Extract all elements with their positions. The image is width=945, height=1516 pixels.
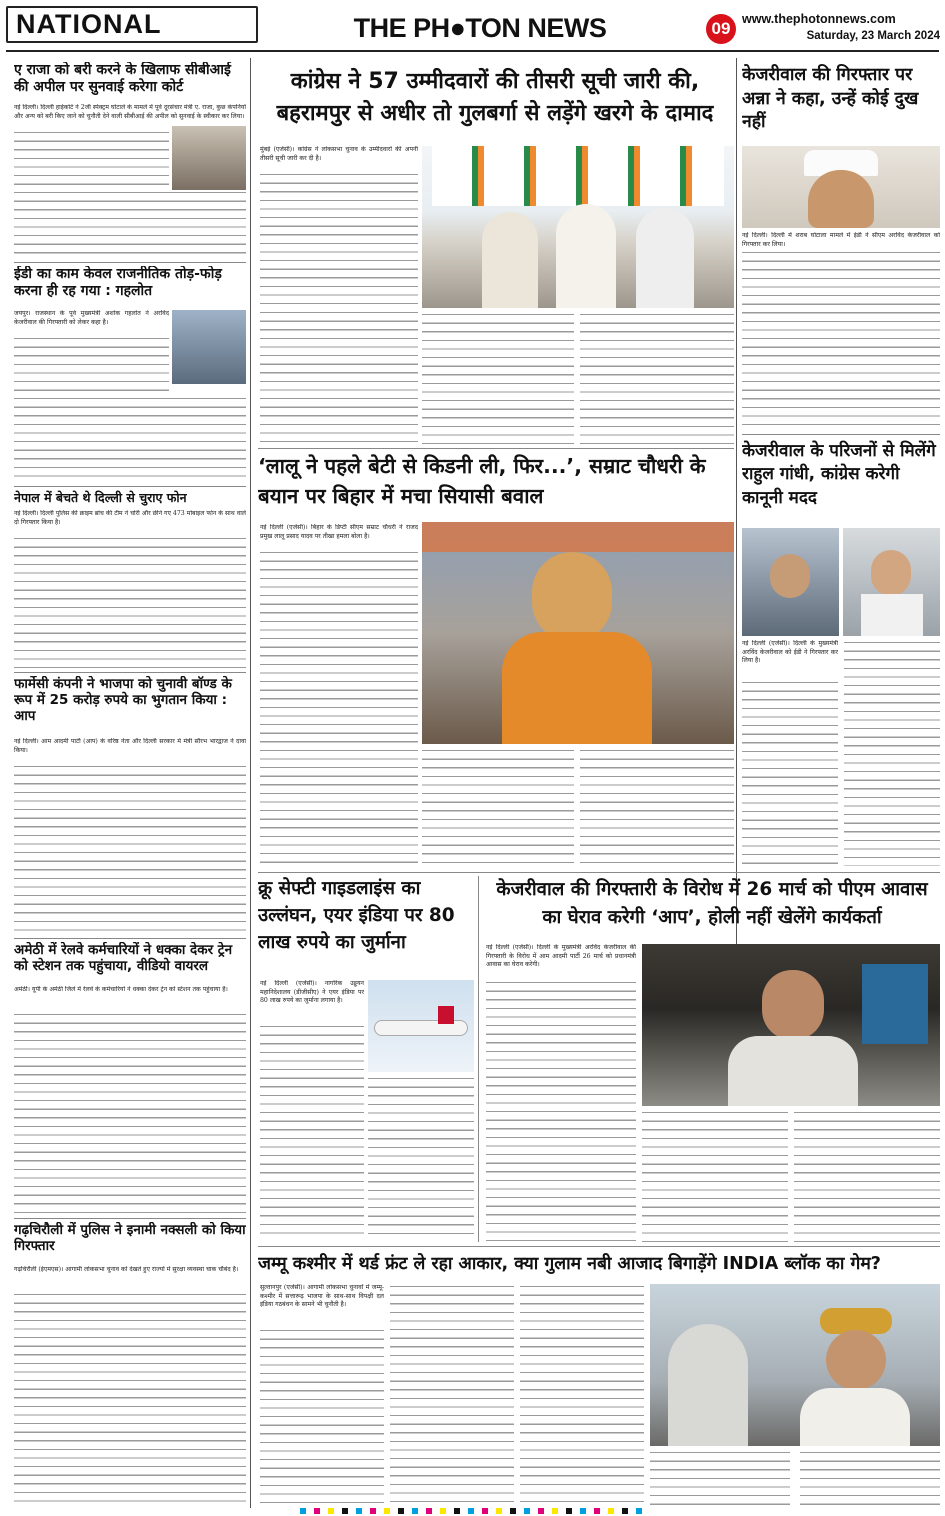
section-label — [6, 6, 258, 43]
photo-a-raja — [172, 126, 246, 190]
headline-a-raja: ए राजा को बरी करने के खिलाफ सीबीआई की अपील पर सुनवाई करेगा कोर्ट — [14, 62, 231, 95]
body-congress-col3 — [580, 312, 734, 444]
body-samrat-col3 — [580, 748, 734, 866]
section-title: NATIONAL — [16, 9, 162, 39]
body-airindia-col2 — [368, 1076, 474, 1240]
body-gadchiroli-lead: गढ़चिरौली (ईएमएस)। आगामी लोकसभा चुनाव को देखते हुए राज्यों में सुरक्षा व्यवस्था चाक चौबंद है। — [14, 1266, 239, 1273]
headline-rahul-kejriwal-family: केजरीवाल के परिजनों से मिलेंगे राहुल गांधी, कांग्रेस करेगी कानूनी मदद — [742, 441, 936, 508]
headline-samrat-lalu: ‘लालू ने पहले बेटी से किडनी ली, फिर...’, सम्राट चौधरी के बयान पर बिहार में मचा सियासी बवाल — [258, 454, 706, 508]
divider — [14, 672, 246, 673]
photo-kejriwal — [742, 528, 839, 636]
photo-air-india-plane — [368, 980, 474, 1072]
photo-congress-leaders — [422, 146, 734, 308]
body-gehlot — [14, 336, 169, 396]
body-congress-col1 — [260, 172, 418, 306]
body-aap-lead: नई दिल्ली (एजेंसी)। दिल्ली के मुख्यमंत्री अरविंद केजरीवाल की गिरफ्तारी के विरोध में आम आदमी पार्टी 26 मार्च को प्रधानमंत्री आवास का घेराव करेगी। — [486, 944, 636, 969]
headline-amethi-train: अमेठी में रेलवे कर्मचारियों ने धक्का देकर ट्रेन को स्टेशन तक पहुंचाया, वीडियो वायरल — [14, 942, 233, 975]
divider — [14, 1218, 246, 1219]
body-congress-col1b — [260, 310, 418, 444]
body-nepal-lead: नई दिल्ली। दिल्ली पुलिस की क्राइम ब्रांच की टीम ने चोरी और छीने गए 473 मोबाइल फोन के साथ वाले दो गिरफ्तार किया है। — [14, 510, 246, 526]
body-gehlot-lead: जयपुर। राजस्थान के पूर्व मुख्यमंत्री अशोक गहलोत ने अरविंद केजरीवाल की गिरफ्तारी को लेकर कहा है। — [14, 310, 169, 326]
body-amethi — [14, 1012, 246, 1214]
body-rahul-lead: नई दिल्ली (एजेंसी)। दिल्ली के मुख्यमंत्री अरविंद केजरीवाल को ईडी ने गिरफ्तार कर लिया है। — [742, 640, 838, 665]
body-pharma — [14, 764, 246, 934]
divider — [14, 262, 246, 263]
photo-gehlot — [172, 310, 246, 384]
body-rahul-col1 — [742, 680, 838, 866]
body-airindia-lead: नई दिल्ली (एजेंसी)। नागरिक उड्डयन महानिदेशालय (डीजीसीए) ने एयर इंडिया पर 80 लाख रुपये का जुर्माना लगाया है। — [260, 980, 364, 1005]
divider — [258, 872, 940, 873]
page-number: 09 — [711, 19, 731, 38]
divider — [14, 486, 246, 487]
photo-samrat-choudhary — [422, 522, 734, 744]
body-anna — [742, 250, 940, 428]
body-a-raja-cont — [14, 190, 246, 258]
photo-ghulam-nabi-azad — [650, 1284, 940, 1446]
body-congress-lead: मुंबई (एजेंसी)। कांग्रेस ने लोकसभा चुनाव के उम्मीदवारों की अपनी तीसरी सूची जारी कर दी है। — [260, 146, 418, 162]
body-jk-col4 — [650, 1450, 790, 1506]
print-color-bar — [300, 1508, 645, 1514]
headline-aap-protest: केजरीवाल की गिरफ्तारी के विरोध में 26 मार्च को पीएम आवास का घेराव करेगी ‘आप’, होली नहीं खेलेंगे कार्यकर्ता — [496, 879, 928, 928]
body-jk-col5 — [800, 1450, 940, 1506]
body-airindia-col1 — [260, 1024, 364, 1240]
headline-gehlot: ईडी का काम केवल राजनीतिक तोड़-फोड़ करना ही रह गया : गहलोत — [14, 266, 222, 299]
headline-jk-third-front: जम्मू कश्मीर में थर्ड फ्रंट ले रहा आकार, क्या गुलाम नबी आजाद बिगाड़ेंगे INDIA ब्लॉक का गेम? — [258, 1254, 881, 1274]
body-aap-col1 — [486, 980, 636, 1242]
body-rahul-col2 — [844, 640, 940, 866]
headline-pharma-bond: फार्मेसी कंपनी ने भाजपा को चुनावी बॉण्ड के रूप में 25 करोड़ रुपये का भुगतान किया : आप — [14, 676, 232, 725]
body-samrat-col2 — [422, 748, 574, 866]
photo-anna-hazare — [742, 146, 940, 228]
photo-gopal-rai — [642, 944, 940, 1106]
divider — [742, 434, 940, 435]
body-congress-col2 — [422, 312, 574, 444]
body-jk-lead: सुल्तानपुर (एजेंसी)। आगामी लोकसभा चुनावों में जम्मू-कश्मीर में सत्तारूढ़ भाजपा के साथ-साथ विपक्षी दल इंडिया गठबंधन के सामने भी चुनौती है। — [260, 1284, 384, 1309]
body-samrat-lead: नई दिल्ली (एजेंसी)। बिहार के डिप्टी सीएम सम्राट चौधरी ने राजद प्रमुख लालू प्रसाद यादव पर तीखा हमला बोला है। — [260, 524, 418, 540]
body-jk-col3 — [520, 1284, 644, 1506]
body-jk-col1 — [260, 1328, 384, 1506]
issue-date: Saturday, 23 March 2024 — [806, 30, 940, 42]
body-jk-col2 — [390, 1284, 514, 1506]
page-number-badge — [706, 14, 736, 44]
headline-gadchiroli: गढ़चिरौली में पुलिस ने इनामी नक्सली को किया गिरफ्तार — [14, 1222, 246, 1255]
column-divider-left — [250, 58, 251, 1508]
body-pharma-lead: नई दिल्ली। आम आदमी पार्टी (आप) के वरिष्ठ नेता और दिल्ली सरकार में मंत्री सौरभ भारद्वाज ने दावा किया। — [14, 738, 246, 754]
website-link[interactable]: www.thephotonnews.com — [742, 12, 896, 26]
body-samrat-col1 — [260, 550, 418, 866]
body-amethi-lead: अमेठी। यूपी के अमेठी जिले में रेलवे के कर्मचारियों ने धक्का देकर ट्रेन को स्टेशन तक पहुंचाया है। — [14, 986, 228, 993]
headline-nepal-phones: नेपाल में बेचते थे दिल्ली से चुराए फोन — [14, 490, 187, 505]
body-gadchiroli — [14, 1292, 246, 1504]
body-aap-col3 — [794, 1110, 940, 1242]
body-anna-lead: नई दिल्ली। दिल्ली में शराब घोटाला मामले में ईडी ने सीएम अरविंद केजरीवाल को गिरफ्तार कर लिया। — [742, 232, 940, 248]
headline-anna-hazare: केजरीवाल की गिरफ्तार पर अन्ना ने कहा, उन्हें कोई दुख नहीं — [742, 65, 919, 133]
body-nepal — [14, 536, 246, 668]
body-a-raja-lead: नई दिल्ली। दिल्ली हाईकोर्ट ने 2जी स्पेक्ट्रम घोटाले के मामले में पूर्व दूरसंचार मंत्री ए. राजा, कुछ कंपनियों और अन्य को बरी किए जाने को चुनौती देने वाली सीबीआई की अपील को सुनवाई के स्वीकार कर लिया। — [14, 104, 246, 120]
divider — [258, 1246, 940, 1247]
body-gehlot-cont — [14, 396, 246, 482]
headline-air-india-fine: क्रू सेफ्टी गाइडलाइंस का उल्लंघन, एयर इंडिया पर 80 लाख रुपये का जुर्माना — [258, 878, 455, 953]
column-divider-airindia — [478, 876, 479, 1242]
masthead: THE PH●TON NEWS — [353, 13, 607, 43]
headline-congress-list: कांग्रेस ने 57 उम्मीदवारों की तीसरी सूची जारी की, बहरामपुर से अधीर तो गुलबर्गा से लड़ेंगे खरगे के दामाद — [276, 69, 714, 126]
photo-rahul-gandhi — [843, 528, 940, 636]
body-a-raja — [14, 130, 169, 190]
divider — [14, 938, 246, 939]
divider — [258, 448, 734, 449]
body-aap-col2 — [642, 1110, 788, 1242]
header-rule — [6, 50, 939, 52]
